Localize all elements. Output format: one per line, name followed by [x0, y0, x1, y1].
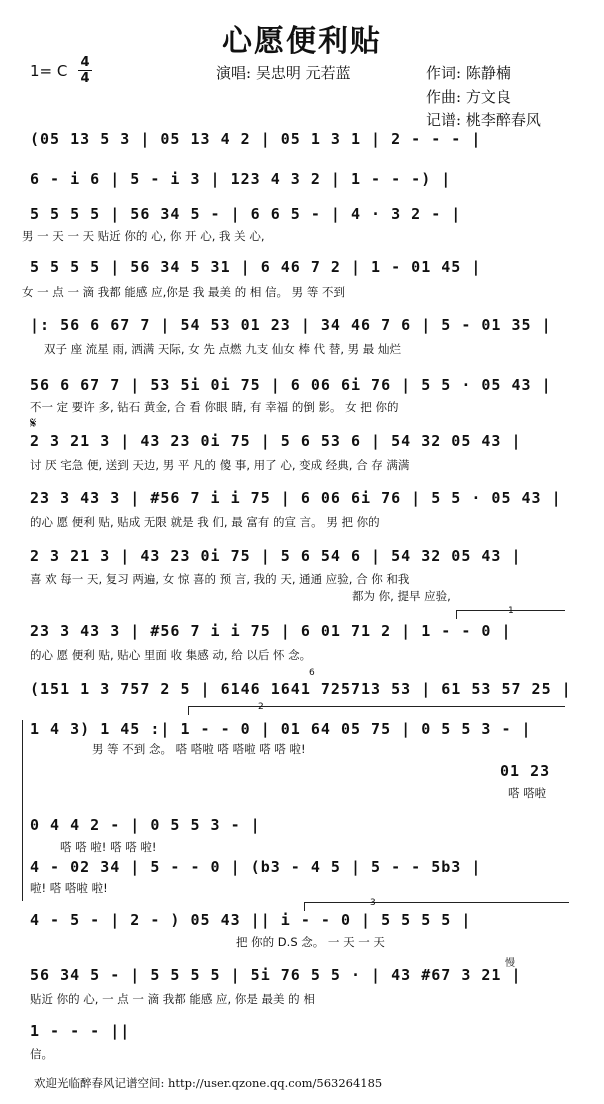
score-row-notes: 4 - 02 34 | 5 - - 0 | (b3 - 4 5 | 5 - - 5b3 | [30, 858, 482, 876]
score-row-lyrics: 贴近 你的 心, 一 点 一 滴 我都 能感 应, 你是 最美 的 相 [30, 992, 315, 1006]
score-row-notes: 56 34 5 - | 5 5 5 5 | 5i 76 5 5 · | 43 #67 3 21 | [30, 966, 522, 984]
score-row-notes: 5 5 5 5 | 56 34 5 31 | 6 46 7 2 | 1 - 01 45 | [30, 258, 482, 276]
volta-2-label: 2 [258, 702, 264, 712]
score-row-lyrics-alt: 都为 你, 提早 应验, [352, 589, 451, 603]
slow-mark: 慢 [505, 958, 515, 969]
score-row-notes: 0 4 4 2 - | 0 5 5 3 - | [30, 816, 261, 834]
score-row-lyrics: 讨 厌 宅急 便, 送到 天边, 男 平 凡的 傻 事, 用了 心, 变成 经典, 合 存 满满 [30, 458, 410, 472]
page-title: 心愿便利贴 [222, 24, 382, 59]
score-row-notes: 23 3 43 3 | #56 7 i i 75 | 6 01 71 2 | 1 - - 0 | [30, 622, 512, 640]
score-row-lyrics: 不一 定 要许 多, 钻石 黄金, 合 看 你眼 睛, 有 幸福 的倒 影。 女 把 你的 [30, 400, 399, 414]
triplet-6-label: 6 [309, 668, 315, 678]
volta-1-label: 1 [508, 606, 514, 616]
score-row-lyrics: 嗒 嗒啦 [508, 786, 547, 800]
transcriber-credit: 记谱: 桃李醉春风 [426, 111, 541, 129]
score-row-lyrics: 啦! 嗒 嗒啦 啦! [30, 881, 108, 895]
volta-3-label: 3 [370, 898, 376, 908]
score-row-notes: 2 3 21 3 | 43 23 0i 75 | 5 6 54 6 | 54 32 05 43 | [30, 547, 522, 565]
time-signature [78, 56, 92, 85]
score-row-lyrics: 的心 愿 便利 贴, 贴心 里面 收 集感 动, 给 以后 怀 念。 [30, 648, 312, 662]
singer-credit: 演唱: 吴忠明 元若蓝 [216, 64, 351, 82]
score-row-notes: 01 23 [500, 762, 551, 780]
score-row-lyrics: 把 你的 D.S 念。 一 天 一 天 [236, 935, 385, 949]
score-row-notes: (151 1 3 757 2 5 | 6146 1641 725713 53 | 61 53 57 25 | [30, 680, 572, 698]
score-row-lyrics: 喜 欢 每一 天, 复习 两遍, 女 惊 喜的 预 言, 我的 天, 通通 应验, 合 你 和我 [30, 572, 410, 586]
segno-mark: 𝄋 [30, 414, 37, 432]
score-row-lyrics: 男 一 天 一 天 贴近 你的 心, 你 开 心, 我 关 心, [22, 229, 265, 243]
score-row-lyrics: 双子 座 流星 雨, 洒满 天际, 女 先 点燃 九支 仙女 棒 代 替, 男 最 灿烂 [44, 342, 401, 356]
volta-bracket-2 [188, 706, 565, 715]
score-row-notes: 5 5 5 5 | 56 34 5 - | 6 6 5 - | 4 · 3 2 - | [30, 205, 462, 223]
composer-credit: 作曲: 方文良 [426, 88, 511, 106]
score-row-lyrics: 男 等 不到 念。 嗒 嗒啦 嗒 嗒啦 嗒 嗒 啦! [92, 742, 306, 756]
score-row-notes: 2 3 21 3 | 43 23 0i 75 | 5 6 53 6 | 54 32 05 43 | [30, 432, 522, 450]
score-row-lyrics: 嗒 嗒 啦! 嗒 嗒 啦! [60, 840, 157, 854]
footer-note: 欢迎光临醉春风记谱空间: http://user.qzone.qq.com/563264185 [34, 1076, 383, 1090]
key-signature: 1= C [30, 62, 68, 80]
score-row-notes: 6 - i 6 | 5 - i 3 | 123 4 3 2 | 1 - - -) | [30, 170, 452, 188]
score-row-notes: (05 13 5 3 | 05 13 4 2 | 05 1 3 1 | 2 - - - | [30, 130, 482, 148]
time-signature-top: 4 [80, 55, 90, 70]
score-row-notes: 1 4 3) 1 45 :| 1 - - 0 | 01 64 05 75 | 0 5 5 3 - | [30, 720, 532, 738]
time-signature-bottom: 4 [80, 71, 90, 86]
score-row-lyrics: 的心 愿 便利 贴, 贴成 无限 就是 我 们, 最 富有 的宣 言。 男 把 你的 [30, 515, 380, 529]
lyricist-credit: 作词: 陈静楠 [426, 64, 511, 82]
system-brace-line [22, 816, 23, 901]
score-row-notes: 23 3 43 3 | #56 7 i i 75 | 6 06 6i 76 | 5 5 · 05 43 | [30, 489, 562, 507]
volta-bracket-3 [304, 902, 569, 911]
score-row-notes: 1 - - - || [30, 1022, 131, 1040]
score-row-lyrics: 女 一 点 一 滴 我都 能感 应,你是 我 最美 的 相 信。 男 等 不到 [22, 285, 345, 299]
score-row-notes: |: 56 6 67 7 | 54 53 01 23 | 34 46 7 6 | 5 - 01 35 | [30, 316, 552, 334]
system-brace-line [22, 720, 23, 820]
score-row-lyrics: 信。 [30, 1047, 53, 1061]
score-row-notes: 4 - 5 - | 2 - ) 05 43 || i - - 0 | 5 5 5 5 | [30, 911, 472, 929]
score-row-notes: 56 6 67 7 | 53 5i 0i 75 | 6 06 6i 76 | 5 5 · 05 43 | [30, 376, 552, 394]
